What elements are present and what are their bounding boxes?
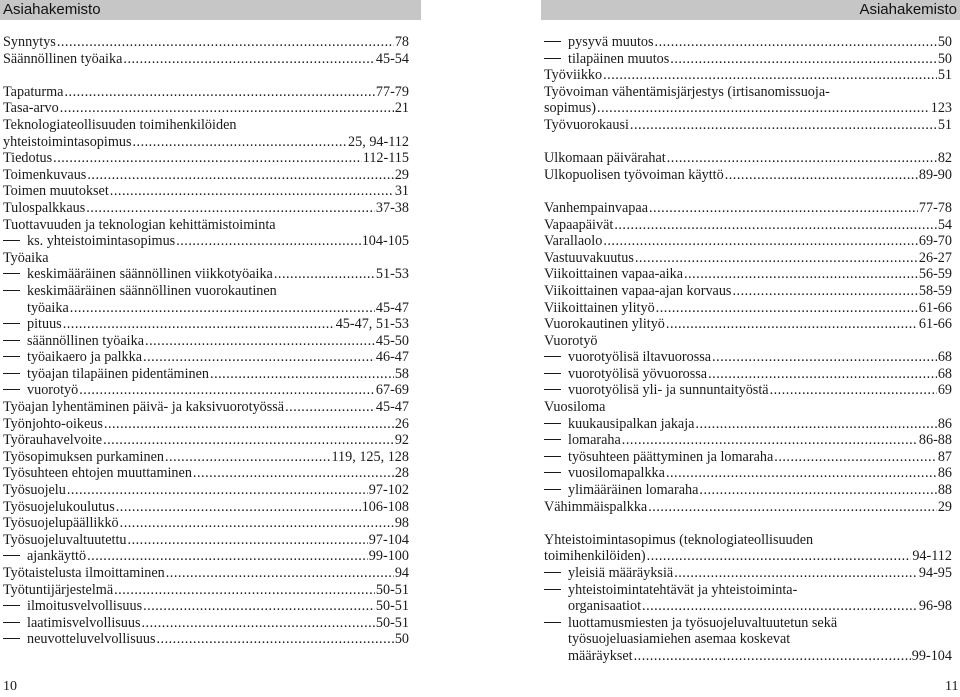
index-entry <box>544 416 952 433</box>
dot-leader <box>156 631 393 648</box>
index-term: Vastuuvakuutus <box>544 249 634 266</box>
index-page-ref: 69 <box>937 382 952 399</box>
index-page-ref: 89-90 <box>918 166 952 183</box>
index-entry <box>3 233 409 250</box>
dot-leader <box>123 51 375 68</box>
index-page-ref: 50-51 <box>375 581 409 598</box>
index-page-ref: 25, 94-112 <box>348 133 409 150</box>
index-page-ref: 21 <box>394 100 409 117</box>
index-term: Vuorotyö <box>544 332 598 349</box>
index-term: Työsuojelu <box>3 482 66 499</box>
index-gap <box>544 183 952 200</box>
index-page-ref: 50-51 <box>375 598 409 615</box>
index-term: Työrauhavelvoite <box>3 432 103 449</box>
sub-entry-dash <box>544 572 561 573</box>
sub-entry-dash <box>544 389 561 390</box>
index-page-ref: 50 <box>937 34 952 50</box>
index-page-ref: 94 <box>394 565 409 581</box>
index-page-ref: 56-59 <box>918 266 952 283</box>
dot-leader <box>67 482 368 499</box>
index-term: Viikoittainen ylityö <box>544 299 655 316</box>
index-term: yhteistoimintatehtävät ja yhteistoiminta- <box>568 581 798 598</box>
index-page-ref: 96-98 <box>918 598 952 615</box>
index-entry <box>3 399 409 416</box>
index-page-ref: 104-105 <box>361 233 409 250</box>
index-term: Työajan lyhentäminen päivä- ja kaksivuorotyössä <box>3 399 285 416</box>
dot-leader <box>634 648 911 665</box>
index-page-ref: 45-50 <box>375 332 409 349</box>
dot-leader <box>53 150 362 167</box>
index-term: vuorotyölisä yövuorossa <box>568 365 708 382</box>
index-term: Toimen muutokset <box>3 183 109 200</box>
left-page-number: 10 <box>3 679 17 694</box>
dot-leader <box>63 316 335 333</box>
index-term: keskimääräinen säännöllinen vuorokautinen <box>27 282 277 299</box>
dot-leader <box>57 34 394 51</box>
index-term: Työsuojelukoulutus <box>3 498 115 515</box>
index-page-ref: 61-66 <box>918 316 952 333</box>
index-entry <box>3 382 409 399</box>
index-entry <box>544 51 952 68</box>
index-term: lomaraha <box>568 432 621 449</box>
index-page-ref: 68 <box>937 349 952 366</box>
index-page-ref: 67-69 <box>375 382 409 399</box>
index-page-ref: 51 <box>937 67 952 84</box>
index-page-ref: 94-112 <box>912 548 952 565</box>
index-term: Työvoiman vähentämisjärjestys (irtisanomissuoja- <box>544 83 830 100</box>
index-page-ref: 88 <box>937 482 952 499</box>
index-term: Työvuorokausi <box>544 116 629 133</box>
index-entry <box>3 300 409 317</box>
index-entry <box>544 333 952 350</box>
dot-leader <box>712 349 937 366</box>
index-entry <box>3 582 409 599</box>
dot-leader <box>165 449 331 466</box>
index-page-ref: 50 <box>937 50 952 67</box>
index-term: Tulospalkkaus <box>3 199 86 216</box>
index-entry <box>544 648 952 665</box>
dot-leader <box>708 366 937 383</box>
dot-leader <box>674 565 918 582</box>
index-entry <box>3 465 409 482</box>
index-entry <box>3 598 409 615</box>
index-page-ref: 78 <box>394 34 409 50</box>
dot-leader <box>70 300 375 317</box>
dot-leader <box>132 134 347 151</box>
index-entry <box>3 34 409 51</box>
index-term: työajan tilapäinen pidentäminen <box>27 365 210 382</box>
index-page-ref: 86-88 <box>918 432 952 449</box>
index-term: Työsuhteen ehtojen muuttaminen <box>3 465 192 482</box>
index-page-ref: 58 <box>394 365 409 382</box>
index-entry <box>3 349 409 366</box>
index-entry <box>544 167 952 184</box>
index-page-ref: 61-66 <box>918 299 952 316</box>
index-term: Viikoittainen vapaa-aika <box>544 266 683 283</box>
index-term: vuorotyö <box>27 382 79 399</box>
index-term: kuukausipalkan jakaja <box>568 415 695 432</box>
index-entry <box>544 615 952 632</box>
index-entry <box>544 84 952 101</box>
index-page-ref: 97-102 <box>368 482 409 499</box>
index-entry <box>3 499 409 516</box>
index-page-ref: 45-54 <box>375 50 409 67</box>
index-page-ref: 45-47 <box>375 399 409 416</box>
index-entry <box>3 183 409 200</box>
right-index-column <box>544 34 952 665</box>
index-term: Työsuojeluvaltuutettu <box>3 531 127 548</box>
index-page-ref: 97-104 <box>368 531 409 548</box>
sub-entry-dash <box>544 589 561 590</box>
index-gap <box>544 515 952 532</box>
sub-entry-dash <box>544 472 561 473</box>
index-term: Vähimmäispalkka <box>544 498 648 515</box>
dot-leader <box>684 266 918 283</box>
index-entry <box>3 515 409 532</box>
index-page-ref: 50-51 <box>375 614 409 631</box>
index-entry <box>544 582 952 599</box>
index-term: sopimus) <box>544 100 597 117</box>
index-term: työsuojeluasiamiehen asemaa koskevat <box>568 631 791 648</box>
index-entry <box>544 482 952 499</box>
right-page-number: 11 <box>945 679 959 694</box>
sub-entry-dash <box>3 622 20 623</box>
index-term: Ulkomaan päivärahat <box>544 150 666 167</box>
index-entry <box>544 250 952 267</box>
index-term: pysyvä muutos <box>568 34 654 50</box>
sub-entry-dash <box>544 373 561 374</box>
sub-entry-dash <box>544 41 561 42</box>
dot-leader <box>597 100 930 117</box>
index-term: Teknologiateollisuuden toimihenkilöiden <box>3 116 237 133</box>
sub-entry-dash <box>3 290 20 291</box>
index-term: Työtaistelusta ilmoittaminen <box>3 565 165 581</box>
index-term: Työaika <box>3 249 49 266</box>
index-page-ref: 87 <box>937 448 952 465</box>
index-page-ref: 45-47 <box>375 299 409 316</box>
dot-leader <box>145 333 375 350</box>
index-term: Vuorokautinen ylityö <box>544 316 665 333</box>
index-term: Yhteistoimintasopimus (teknologiateollisuuden <box>544 531 814 548</box>
index-page-ref: 68 <box>937 365 952 382</box>
index-page-ref: 51 <box>937 116 952 133</box>
index-entry <box>3 532 409 549</box>
index-entry <box>3 432 409 449</box>
dot-leader <box>143 349 375 366</box>
sub-entry-dash <box>3 555 20 556</box>
index-term: Työviikko <box>544 67 603 84</box>
index-term: laatimisvelvollisuus <box>27 614 141 631</box>
dot-leader <box>656 300 918 317</box>
index-term: vuorotyölisä iltavuorossa <box>568 349 712 366</box>
sub-entry-dash <box>3 356 20 357</box>
index-term: Tiedotus <box>3 150 53 167</box>
dot-leader <box>166 565 394 582</box>
index-term: määräykset <box>568 647 633 664</box>
index-entry <box>544 266 952 283</box>
dot-leader <box>614 217 936 234</box>
index-term: keskimääräinen säännöllinen viikkotyöaika <box>27 266 273 283</box>
index-page-ref: 82 <box>937 150 952 167</box>
index-entry <box>3 200 409 217</box>
left-index-column <box>3 34 409 648</box>
index-term: Ulkopuolisen työvoiman käyttö <box>544 166 724 183</box>
index-entry <box>544 565 952 582</box>
dot-leader <box>666 316 918 333</box>
index-term: Työtuntijärjestelmä <box>3 581 114 598</box>
index-term: yhteistoimintasopimus <box>3 133 132 150</box>
index-entry <box>3 565 409 582</box>
right-header-title: Asiahakemisto <box>859 1 957 18</box>
index-page-ref: 29 <box>394 166 409 183</box>
dot-leader <box>176 233 361 250</box>
index-entry <box>3 84 409 101</box>
index-page-ref: 99-104 <box>911 647 952 664</box>
left-header-title: Asiahakemisto <box>3 1 101 18</box>
index-term: Vanhempainvapaa <box>544 199 648 216</box>
index-page-ref: 29 <box>937 498 952 515</box>
index-entry <box>3 283 409 300</box>
index-term: Toimenkuvaus <box>3 166 87 183</box>
index-entry <box>544 117 952 134</box>
dot-leader <box>622 432 918 449</box>
sub-entry-dash <box>544 622 561 623</box>
index-page-ref: 45-47, 51-53 <box>335 316 409 333</box>
dot-leader <box>647 548 912 565</box>
sub-entry-dash <box>3 605 20 606</box>
index-term: ylimääräinen lomaraha <box>568 482 699 499</box>
index-term: Tasa-arvo <box>3 100 59 117</box>
index-page-ref: 37-38 <box>375 199 409 216</box>
sub-entry-dash <box>3 240 20 241</box>
dot-leader <box>87 167 393 184</box>
index-page-ref: 46-47 <box>375 349 409 366</box>
index-entry <box>3 631 409 648</box>
index-page-ref: 77-79 <box>375 83 409 100</box>
index-term: Vuosiloma <box>544 399 606 416</box>
index-gap <box>544 134 952 151</box>
left-page-header <box>0 0 421 20</box>
index-entry <box>544 399 952 416</box>
index-entry <box>544 67 952 84</box>
dot-leader <box>699 482 936 499</box>
dot-leader <box>87 548 368 565</box>
sub-entry-dash <box>3 340 20 341</box>
dot-leader <box>635 250 918 267</box>
index-page-ref: 26-27 <box>918 249 952 266</box>
index-page-ref: 112-115 <box>362 150 409 167</box>
sub-entry-dash <box>3 323 20 324</box>
dot-leader <box>210 366 394 383</box>
index-page-ref: 58-59 <box>918 282 952 299</box>
sub-entry-dash <box>3 273 20 274</box>
index-entry <box>544 548 952 565</box>
dot-leader <box>116 499 361 516</box>
dot-leader <box>274 266 375 283</box>
index-term: tilapäinen muutos <box>568 50 670 67</box>
index-term: työaikaero ja palkka <box>27 349 143 366</box>
index-term: ajankäyttö <box>27 548 87 565</box>
index-entry <box>544 316 952 333</box>
dot-leader <box>670 51 937 68</box>
index-entry <box>544 499 952 516</box>
index-term: säännöllinen työaika <box>27 332 145 349</box>
index-entry <box>3 217 409 234</box>
dot-leader <box>695 416 936 433</box>
dot-leader <box>603 233 918 250</box>
index-entry <box>3 615 409 632</box>
sub-entry-dash <box>544 423 561 424</box>
index-term: luottamusmiesten ja työsuojeluvaltuutetun sekä <box>568 614 838 631</box>
index-page-ref: 31 <box>394 183 409 200</box>
index-entry <box>544 200 952 217</box>
dot-leader <box>128 532 368 549</box>
index-page-ref: 99-100 <box>368 548 409 565</box>
dot-leader <box>770 382 937 399</box>
index-page-ref: 92 <box>394 432 409 449</box>
index-entry <box>3 250 409 267</box>
index-page-ref: 86 <box>937 465 952 482</box>
dot-leader <box>142 615 375 632</box>
index-term: pituus <box>27 316 62 333</box>
dot-leader <box>774 449 937 466</box>
index-entry <box>3 316 409 333</box>
index-term: ilmoitusvelvollisuus <box>27 598 143 615</box>
index-entry <box>3 117 409 134</box>
index-term: Tapaturma <box>3 83 64 100</box>
dot-leader <box>642 598 918 615</box>
index-term: Säännöllinen työaika <box>3 50 123 67</box>
index-term: Varallaolo <box>544 233 603 250</box>
index-page-ref: 28 <box>394 465 409 482</box>
index-page-ref: 98 <box>394 515 409 532</box>
index-entry <box>544 283 952 300</box>
index-term: Viikoittainen vapaa-ajan korvaus <box>544 282 732 299</box>
index-term: neuvotteluvelvollisuus <box>27 631 156 648</box>
index-entry <box>3 333 409 350</box>
index-page-ref: 94-95 <box>918 565 952 581</box>
index-term: vuorotyölisä yli- ja sunnuntaityöstä <box>568 382 769 399</box>
index-page-ref: 77-78 <box>918 199 952 216</box>
dot-leader <box>86 200 375 217</box>
index-entry <box>544 217 952 234</box>
dot-leader <box>648 499 937 516</box>
dot-leader <box>110 183 394 200</box>
index-entry <box>3 482 409 499</box>
index-entry <box>3 449 409 466</box>
index-page-ref: 123 <box>930 100 952 117</box>
dot-leader <box>732 283 917 300</box>
index-entry <box>544 465 952 482</box>
index-page-ref: 50 <box>394 631 409 648</box>
index-page-ref: 119, 125, 128 <box>331 448 409 465</box>
index-entry <box>544 598 952 615</box>
sub-entry-dash <box>544 439 561 440</box>
dot-leader <box>143 598 375 615</box>
index-page-ref: 51-53 <box>375 266 409 283</box>
index-page-ref: 69-70 <box>918 233 952 250</box>
index-term: Synnytys <box>3 34 56 50</box>
index-entry <box>544 34 952 51</box>
index-term: organisaatiot <box>568 598 642 615</box>
index-entry <box>544 532 952 549</box>
dot-leader <box>666 465 937 482</box>
dot-leader <box>285 399 375 416</box>
index-gap <box>3 67 409 84</box>
dot-leader <box>603 67 937 84</box>
dot-leader <box>64 84 374 101</box>
index-term: Työsopimuksen purkaminen <box>3 448 164 465</box>
index-term: toimihenkilöiden) <box>544 548 646 565</box>
sub-entry-dash <box>3 389 20 390</box>
right-page-header <box>541 0 960 20</box>
sub-entry-dash <box>3 638 20 639</box>
index-entry <box>3 51 409 68</box>
dot-leader <box>79 382 375 399</box>
index-term: Työsuojelupäällikkö <box>3 515 119 532</box>
dot-leader <box>649 200 918 217</box>
dot-leader <box>114 582 375 599</box>
index-page-ref: 86 <box>937 415 952 432</box>
sub-entry-dash <box>544 356 561 357</box>
dot-leader <box>120 515 394 532</box>
dot-leader <box>667 150 937 167</box>
dot-leader <box>630 117 937 134</box>
index-page-ref: 54 <box>937 216 952 233</box>
index-entry <box>3 150 409 167</box>
dot-leader <box>103 432 394 449</box>
index-entry <box>3 134 409 151</box>
sub-entry-dash <box>544 456 561 457</box>
index-entry <box>544 631 952 648</box>
index-term: Vapaapäivät <box>544 216 614 233</box>
index-entry <box>544 449 952 466</box>
index-term: yleisiä määräyksiä <box>568 565 674 581</box>
index-entry <box>3 366 409 383</box>
index-entry <box>3 100 409 117</box>
sub-entry-dash <box>544 489 561 490</box>
index-page-ref: 106-108 <box>361 498 409 515</box>
index-term: työaika <box>27 299 69 316</box>
index-entry <box>544 349 952 366</box>
index-term: vuosilomapalkka <box>568 465 665 482</box>
index-entry <box>544 100 952 117</box>
dot-leader <box>60 100 394 117</box>
index-page-ref: 26 <box>394 415 409 432</box>
index-term: Tuottavuuden ja teknologian kehittämistoiminta <box>3 216 276 233</box>
index-entry <box>544 300 952 317</box>
dot-leader <box>655 34 937 51</box>
index-entry <box>3 167 409 184</box>
dot-leader <box>193 465 394 482</box>
sub-entry-dash <box>544 58 561 59</box>
index-entry <box>544 382 952 399</box>
dot-leader <box>104 416 394 433</box>
index-entry <box>3 548 409 565</box>
index-entry <box>544 150 952 167</box>
index-term: Työnjohto-oikeus <box>3 415 103 432</box>
sub-entry-dash <box>3 373 20 374</box>
index-entry <box>544 432 952 449</box>
index-term: työsuhteen päättyminen ja lomaraha <box>568 448 774 465</box>
index-term: ks. yhteistoimintasopimus <box>27 233 176 250</box>
index-entry <box>3 266 409 283</box>
index-entry <box>3 416 409 433</box>
index-entry <box>544 233 952 250</box>
dot-leader <box>725 167 918 184</box>
index-entry <box>544 366 952 383</box>
